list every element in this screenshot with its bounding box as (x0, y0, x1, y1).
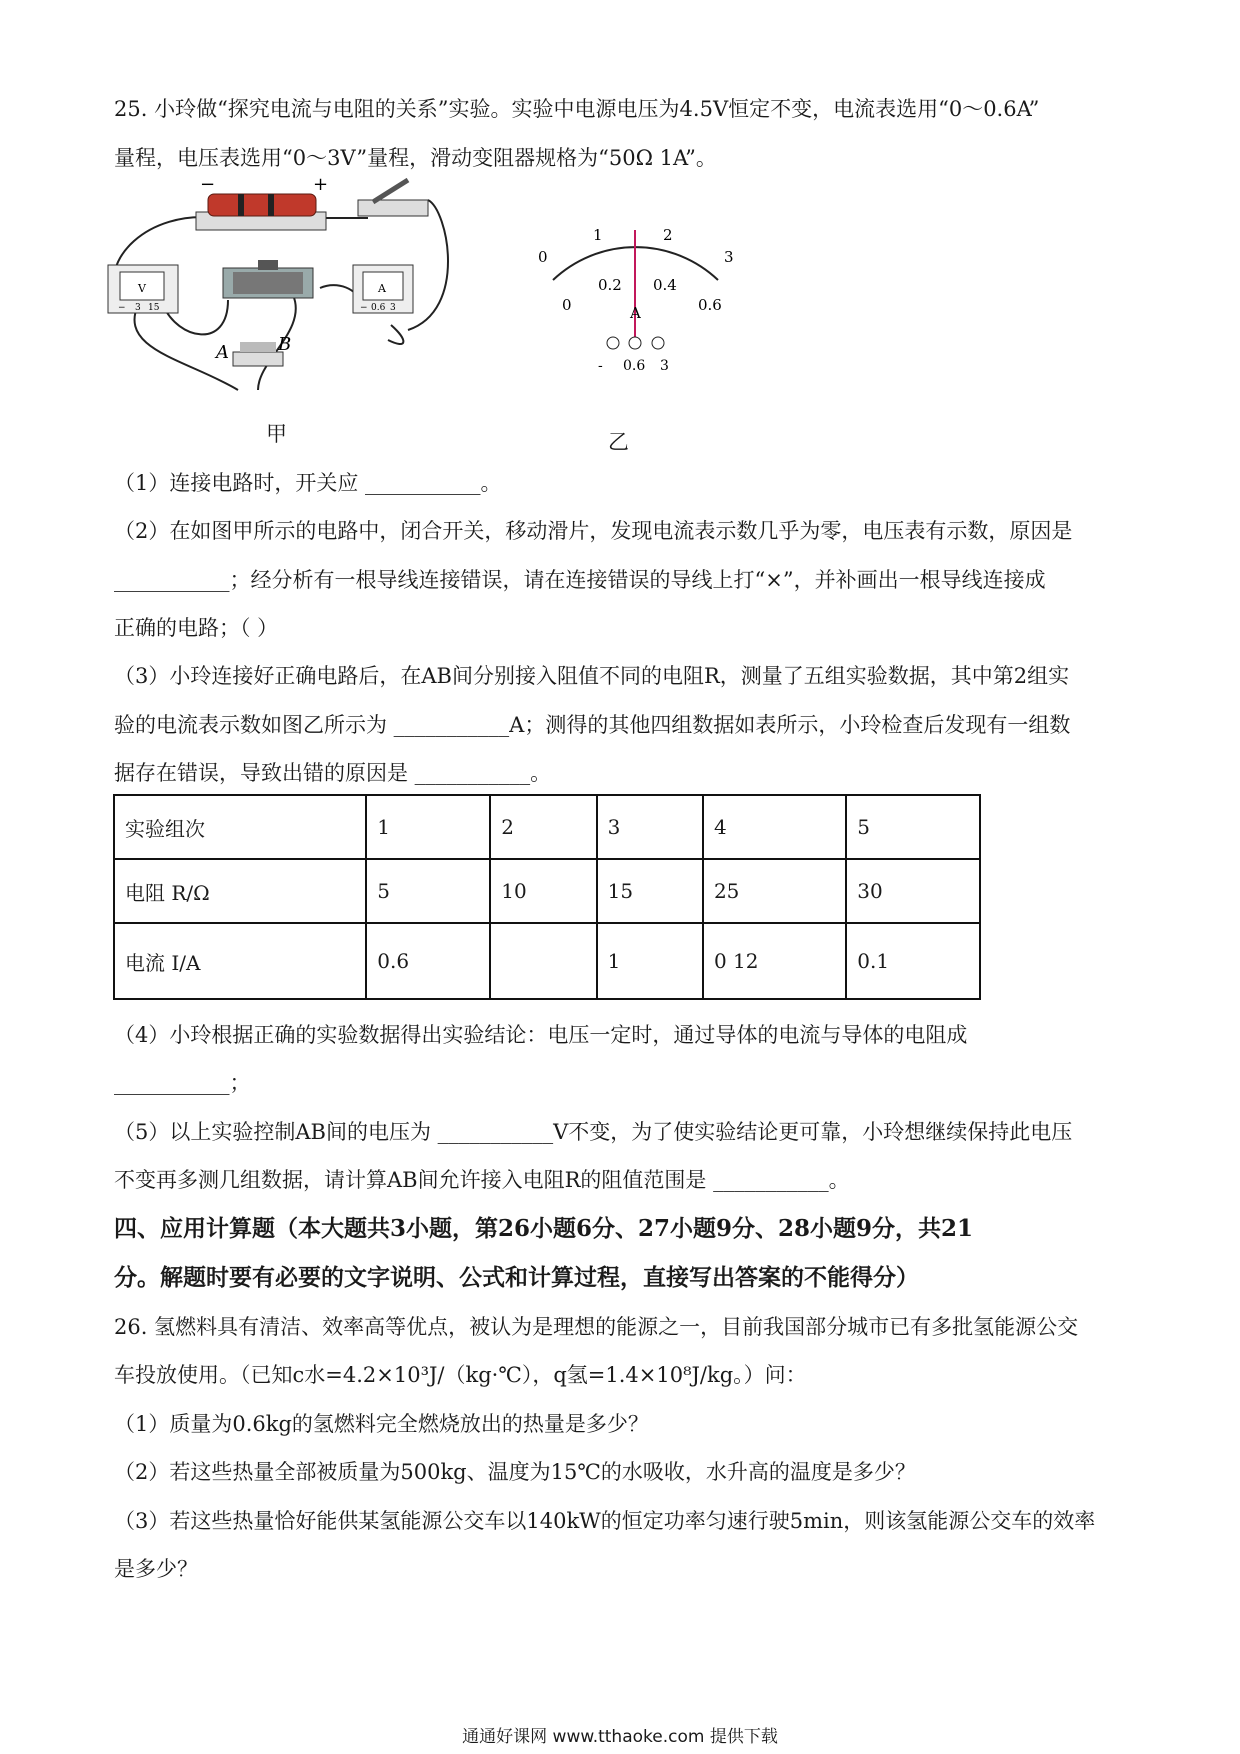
table-cell: 30 (846, 859, 980, 923)
dial-top-3: 3 (724, 248, 734, 266)
table-cell: 电阻 R/Ω (114, 859, 366, 923)
page-footer: 通通好课网 www.tthaoke.com 提供下载 (462, 1727, 778, 1747)
dial-bottom-06: 0.6 (698, 296, 722, 314)
section4-heading-line2: 分。解题时要有必要的文字说明、公式和计算过程，直接写出答案的不能得分） (114, 1264, 919, 1291)
table-cell: 1 (366, 795, 490, 859)
ammeter-terminal-3: 3 (390, 303, 396, 313)
data-table (113, 794, 981, 1000)
table-cell: 3 (597, 795, 703, 859)
q26-line2: 车投放使用。（已知c水=4.2×10³J/（kg·℃），q氢=1.4×10⁸J/kg。）问： (114, 1363, 807, 1387)
fig-b-caption: 乙 (608, 430, 629, 454)
ammeter-symbol: A (378, 282, 386, 295)
q26-part3-line2: 是多少？ (114, 1557, 198, 1581)
circuit-figure (108, 174, 734, 460)
q25-intro-line2: 量程，电压表选用“0～3V”量程，滑动变阻器规格为“50Ω 1A”。 (114, 146, 717, 170)
q25-part3-line3: 据存在错误，导致出错的原因是 ___________。 (114, 761, 552, 785)
table-cell: 实验组次 (114, 795, 366, 859)
q25-part2-line1: （2）在如图甲所示的电路中，闭合开关，移动滑片，发现电流表示数几乎为零，电压表有示数，原因是 (114, 519, 1073, 543)
dial-center-label: A (630, 304, 641, 322)
wire-switch-ammeter (408, 200, 448, 330)
dial-bottom-0: 0 (562, 296, 572, 314)
table-cell: 4 (703, 795, 846, 859)
table-cell: 5 (846, 795, 980, 859)
table-row (114, 795, 980, 859)
table-cell: 2 (490, 795, 596, 859)
table-cell: 1 (597, 923, 703, 999)
q25-part1: （1）连接电路时，开关应 ___________。 (114, 471, 502, 495)
battery-plus-label: + (313, 174, 329, 195)
table-cell: 0.1 (846, 923, 980, 999)
dial-term-minus: - (598, 358, 603, 374)
q26-part1: （1）质量为0.6kg的氢燃料完全燃烧放出的热量是多少？ (114, 1412, 649, 1436)
dial-term-06: 0.6 (623, 358, 646, 374)
q26-part2: （2）若这些热量全部被质量为500kg、温度为15℃的水吸收，水升高的温度是多少？ (114, 1460, 916, 1484)
dial-top-1: 1 (593, 226, 603, 244)
table-cell: 10 (490, 859, 596, 923)
dial-top-2: 2 (663, 226, 673, 244)
terminal-A-label: A (216, 342, 229, 363)
battery-minus-label: − (200, 174, 216, 195)
voltmeter-terminal-3: 3 (135, 303, 141, 313)
q25-part2-line2: ___________；经分析有一根导线连接错误，请在连接错误的导线上打“×”，并补画出一根导线连接成 (114, 568, 1046, 592)
resistor-ab (214, 334, 291, 366)
fig-a-caption: 甲 (266, 422, 287, 446)
q25-part4-line2: ___________； (114, 1071, 251, 1095)
dial-top-0: 0 (538, 248, 548, 266)
table-cell: 0.6 (366, 923, 490, 999)
rheostat (223, 260, 313, 298)
circuit-diagram (108, 174, 734, 460)
q25-part3-line2: 验的电流表示数如图乙所示为 ___________A；测得的其他四组数据如表所示，小玲检查后发现有一组数 (114, 713, 1071, 737)
voltmeter-terminal-minus: − (118, 303, 126, 313)
ammeter-dial (538, 226, 734, 374)
table-cell: 电流 I/A (114, 923, 366, 999)
table-cell: 15 (597, 859, 703, 923)
q25-part5-line1: （5）以上实验控制AB间的电压为 ___________V不变，为了使实验结论更可靠，小玲想继续保持此电压 (114, 1120, 1073, 1144)
table-row (114, 923, 980, 999)
q26-line1: 26. 氢燃料具有清洁、效率高等优点，被认为是理想的能源之一，目前我国部分城市已有多批氢能源公交 (114, 1315, 1079, 1339)
q25-intro-line1: 25. 小玲做“探究电流与电阻的关系”实验。实验中电源电压为4.5V恒定不变，电流表选用“0～0.6A” (114, 97, 1040, 121)
voltmeter-terminal-15: 15 (148, 303, 160, 313)
q25-part2-line3: 正确的电路；（ ） (114, 616, 279, 640)
ammeter-terminal-06: 0.6 (371, 303, 386, 313)
ammeter (353, 265, 413, 313)
switch (358, 180, 428, 216)
table-cell (490, 923, 596, 999)
table-cell: 5 (366, 859, 490, 923)
table-row (114, 859, 980, 923)
ammeter-terminal-minus: − (360, 303, 368, 313)
dial-bottom-04: 0.4 (653, 276, 677, 294)
voltmeter-symbol: V (138, 282, 146, 295)
table-cell: 0 12 (703, 923, 846, 999)
q26-part3-line1: （3）若这些热量恰好能供某氢能源公交车以140kW的恒定功率匀速行驶5min，则该氢能源公交车的效率 (114, 1509, 1096, 1533)
q25-part5-line2: 不变再多测几组数据，请计算AB间允许接入电阻R的阻值范围是 ___________。 (114, 1168, 850, 1192)
dial-bottom-02: 0.2 (598, 276, 622, 294)
section4-heading-line1: 四、应用计算题（本大题共3小题，第26小题6分、27小题9分、28小题9分，共21 (114, 1215, 974, 1242)
table-cell: 25 (703, 859, 846, 923)
wire-ammeter (388, 325, 403, 344)
voltmeter (108, 265, 178, 313)
dial-term-3: 3 (660, 358, 669, 374)
battery (196, 174, 328, 230)
q25-part3-line1: （3）小玲连接好正确电路后，在AB间分别接入阻值不同的电阻R，测量了五组实验数据，其中第2组实 (114, 664, 1070, 688)
terminal-B-label: B (278, 334, 292, 355)
q25-part4-line1: （4）小玲根据正确的实验数据得出实验结论：电压一定时，通过导体的电流与导体的电阻成 (114, 1023, 968, 1047)
